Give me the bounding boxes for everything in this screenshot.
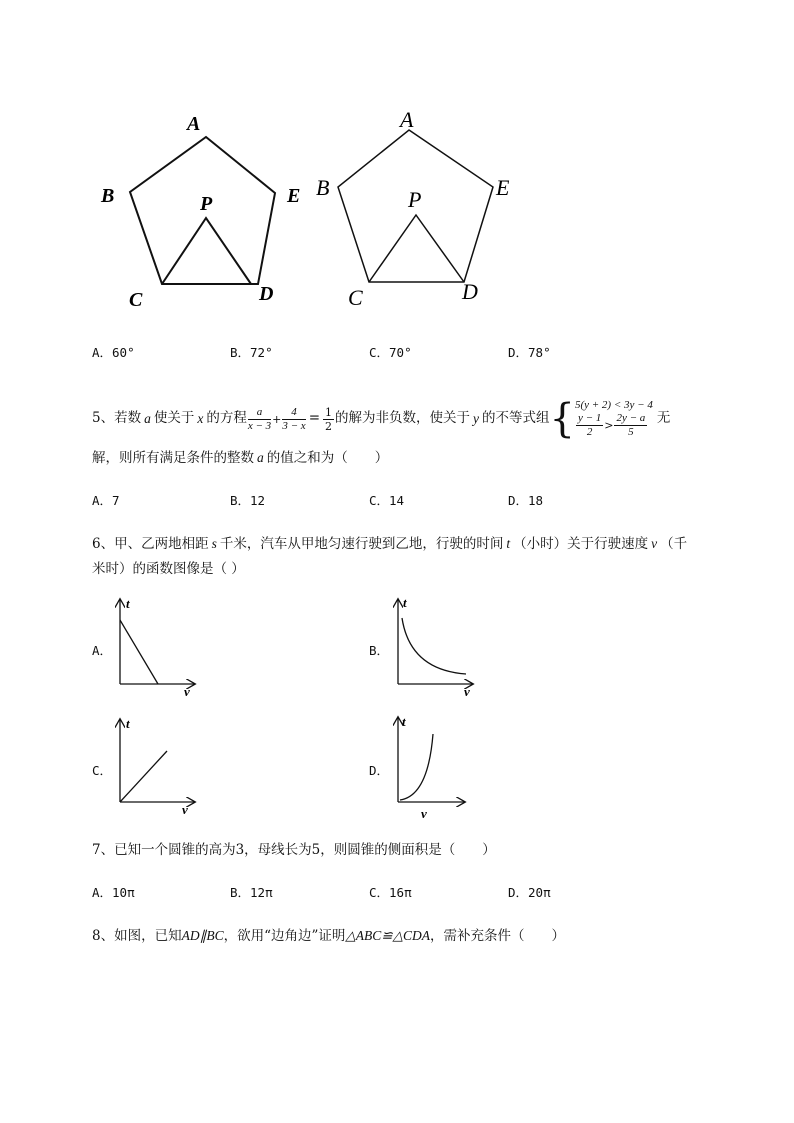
q6-text-3: （小时）关于行驶速度 — [513, 536, 649, 552]
q5-fraction-4: $\frac{y - 1}{2}$ — [577, 412, 602, 438]
q5-fraction-5: $\frac{2y - a}{5}$ — [616, 412, 646, 438]
q5-var-a-2: a — [257, 450, 264, 465]
vertex-label-b: B — [101, 185, 115, 207]
q6-graph-d — [388, 712, 478, 822]
q6-option-c-label: C． — [92, 763, 113, 778]
axis-label-t: t — [403, 595, 407, 610]
q5-fraction-2: $\frac{4}{3 - x}$ — [282, 405, 306, 432]
q5-option-a: A．7 — [92, 493, 120, 508]
q7-option-a: A．10π — [92, 885, 135, 900]
vertex-label-c: C — [348, 285, 363, 310]
q4-option-a: A．60° — [92, 345, 135, 360]
q5-text-6: 无 — [656, 410, 671, 427]
axis-label-t: t — [402, 714, 406, 729]
pentagon-figure-left — [95, 110, 315, 320]
axis-label-v: v — [184, 684, 190, 699]
q5-inequality-1: 5(y + 2) < 3y − 4 — [574, 399, 653, 411]
q5-text-4: 的解为非负数，使关于 — [335, 410, 470, 427]
q5-equals: = — [308, 410, 320, 427]
q5-option-d: D．18 — [508, 493, 544, 508]
q5-text-1: 5、若数 — [92, 410, 142, 427]
q4-option-c: C．70° — [369, 345, 412, 360]
q6-graph-c — [110, 714, 200, 819]
q6-line2: 米时）的函数图像是（ ） — [92, 561, 245, 577]
axis-label-v: v — [182, 802, 188, 817]
q6-option-a-label: A． — [92, 643, 113, 658]
q7-text: 7、已知一个圆锥的高为3，母线长为5，则圆锥的侧面积是（ ） — [92, 842, 496, 858]
q6-option-b-label: B． — [369, 643, 390, 658]
q8-text-2: ，欲用“边角边”证明 — [223, 928, 346, 944]
q5-var-a: a — [144, 411, 151, 427]
q8-congruence: △ABC≌△CDA — [345, 928, 430, 943]
q6-text-2: 千米，汽车从甲地匀速行驶到乙地，行驶的时间 — [219, 536, 504, 552]
q6-line1 — [92, 537, 687, 552]
q6-var-v: v — [651, 536, 658, 551]
q5-text-2: 使关于 — [153, 410, 195, 427]
pentagon-figure-right — [310, 105, 530, 315]
q4-option-b: B．72° — [230, 345, 273, 360]
q5-text-3: 的方程 — [206, 410, 247, 427]
q5-fraction-1: $\frac{a}{x - 3}$ — [247, 405, 272, 432]
q6-var-t: t — [506, 536, 511, 551]
q6-text-4: （千 — [660, 536, 688, 552]
axis-label-v: v — [421, 806, 427, 821]
q5-var-y: y — [473, 411, 479, 427]
q5-inequality-2 — [575, 413, 653, 438]
q6-option-d-label: D． — [369, 763, 390, 778]
q8-text-1: 8、如图，已知 — [92, 928, 182, 944]
q5-line2-text-1: 解，则所有满足条件的整数 — [92, 450, 254, 466]
vertex-label-e: E — [496, 175, 510, 200]
q5-option-c: C．14 — [369, 493, 405, 508]
q5-option-b: B．12 — [230, 493, 266, 508]
q6-graph-b — [388, 594, 478, 699]
vertex-label-p: P — [200, 193, 213, 215]
vertex-label-d: D — [259, 283, 274, 305]
q5-plus: + — [272, 412, 282, 426]
q5-line1 — [92, 396, 670, 442]
axis-label-v: v — [464, 684, 470, 699]
vertex-label-c: C — [129, 289, 143, 311]
vertex-label-b: B — [316, 175, 330, 200]
axis-label-t: t — [126, 716, 130, 731]
q5-system-brace: { — [549, 396, 575, 442]
q6-var-s: s — [211, 536, 217, 551]
vertex-label-p: P — [408, 187, 422, 212]
q5-line2 — [92, 451, 388, 466]
vertex-label-e: E — [287, 185, 301, 207]
q5-line2-text-2: 的值之和为（ ） — [266, 450, 389, 466]
q7-option-c: C．16π — [369, 885, 412, 900]
q6-text-1: 6、甲、乙两地相距 — [92, 536, 209, 552]
q8-condition: AD∥BC — [181, 928, 224, 943]
q8-text-3: ，需补充条件（ ） — [429, 928, 565, 944]
q5-fraction-3: $\frac{1}{2}$ — [325, 405, 332, 433]
vertex-label-a: A — [187, 113, 201, 135]
vertex-label-d: D — [462, 279, 478, 304]
axis-label-t: t — [126, 596, 130, 611]
q5-greater-than: > — [604, 419, 614, 432]
q4-option-d: D．78° — [508, 345, 551, 360]
vertex-label-a: A — [400, 107, 414, 132]
q5-var-x: x — [197, 411, 204, 427]
q7-option-d: D．20π — [508, 885, 551, 900]
q8-text — [92, 929, 565, 944]
q6-graph-a — [110, 594, 200, 699]
q5-inequality-system — [575, 400, 653, 438]
q7-option-b: B．12π — [230, 885, 273, 900]
q5-text-5: 的不等式组 — [482, 410, 550, 427]
